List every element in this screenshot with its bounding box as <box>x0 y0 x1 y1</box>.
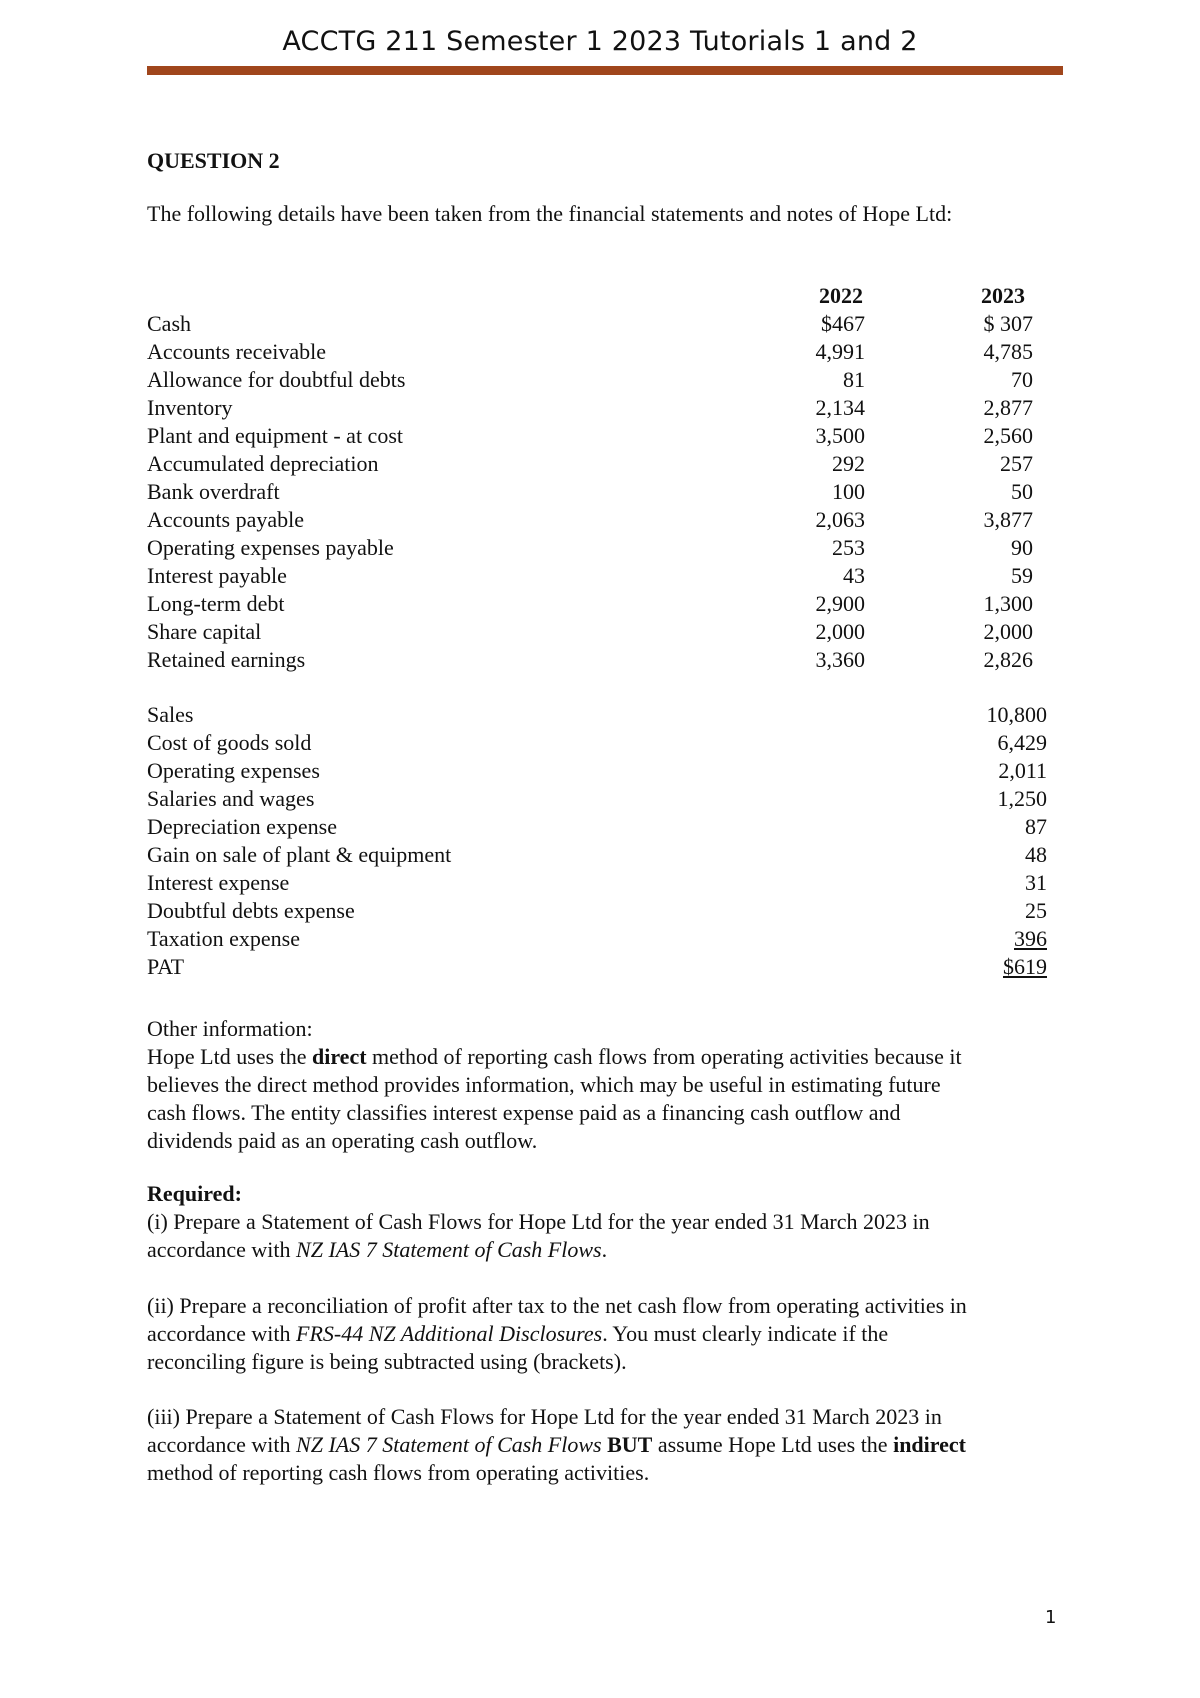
value-2022: 43 <box>843 563 865 588</box>
required-iii <box>147 1403 1067 1487</box>
question-heading: QUESTION 2 <box>147 148 280 173</box>
table-row <box>147 478 1047 506</box>
value-2023: 257 <box>1000 451 1033 476</box>
row-label: Gain on sale of plant & equipment <box>147 842 452 867</box>
question-intro: The following details have been taken from the financial statements and notes of Hope Ltd: <box>147 201 953 226</box>
value-2023: 1,250 <box>997 786 1047 811</box>
value-2022: 2,063 <box>815 507 865 532</box>
value-2023: 25 <box>1025 898 1047 923</box>
table-row <box>147 813 1047 841</box>
row-label: Long-term debt <box>147 591 285 616</box>
value-2022: $467 <box>821 311 865 336</box>
table-row <box>147 310 1047 338</box>
row-label: Depreciation expense <box>147 814 337 839</box>
value-2023: 2,011 <box>998 758 1047 783</box>
table-row <box>147 534 1047 562</box>
value-2023: 59 <box>1011 563 1033 588</box>
balance-rows <box>147 310 1047 674</box>
header-rule <box>147 66 1063 75</box>
row-label: Allowance for doubtful debts <box>147 367 406 392</box>
row-label: Interest payable <box>147 563 287 588</box>
other-info-line-1: Hope Ltd uses the direct method of reporting cash flows from operating activities because it <box>147 1044 962 1069</box>
value-2022: 100 <box>832 479 865 504</box>
table-row <box>147 785 1047 813</box>
value-2022: 2,134 <box>815 395 865 420</box>
table-row <box>147 394 1047 422</box>
table-row <box>147 701 1047 729</box>
required-i-line-1: (i) Prepare a Statement of Cash Flows for Hope Ltd for the year ended 31 March 2023 in <box>147 1209 930 1234</box>
table-row <box>147 953 1047 981</box>
table-row <box>147 841 1047 869</box>
value-2022: 292 <box>832 451 865 476</box>
required-iii-line-2: accordance with NZ IAS 7 Statement of Cash Flows BUT assume Hope Ltd uses the indirect <box>147 1432 966 1457</box>
value-2023: 2,826 <box>983 647 1033 672</box>
row-label: Salaries and wages <box>147 786 315 811</box>
row-label: Accounts payable <box>147 507 304 532</box>
row-label: Plant and equipment - at cost <box>147 423 403 448</box>
row-label: Operating expenses <box>147 758 320 783</box>
required-ii-line-1: (ii) Prepare a reconciliation of profit after tax to the net cash flow from operating activities in <box>147 1293 967 1318</box>
row-label: Taxation expense <box>147 926 301 951</box>
value-2023: 10,800 <box>986 702 1047 727</box>
row-label: Cost of goods sold <box>147 730 312 755</box>
value-2023: 31 <box>1025 870 1047 895</box>
page-header-title: ACCTG 211 Semester 1 2023 Tutorials 1 and 2 <box>282 26 918 57</box>
table-row <box>147 450 1047 478</box>
table-row <box>147 897 1047 925</box>
row-label: Accumulated depreciation <box>147 451 379 476</box>
row-label: Doubtful debts expense <box>147 898 355 923</box>
required-ii-line-3: reconciling figure is being subtracted using (brackets). <box>147 1349 627 1374</box>
other-information <box>147 1015 1067 1155</box>
table-row <box>147 618 1047 646</box>
value-2022: 2,000 <box>815 619 865 644</box>
required-heading: Required: <box>147 1181 242 1206</box>
value-2023: 396 <box>1014 926 1047 951</box>
value-2023: 6,429 <box>997 730 1047 755</box>
value-2022: 253 <box>832 535 865 560</box>
table-row <box>147 562 1047 590</box>
value-2022: 4,991 <box>815 339 865 364</box>
row-label: Sales <box>147 702 194 727</box>
value-2022: 3,360 <box>815 647 865 672</box>
value-2023: 87 <box>1025 814 1047 839</box>
row-label: Operating expenses payable <box>147 535 394 560</box>
row-label: Cash <box>147 311 191 336</box>
table-header-row <box>147 282 1047 310</box>
table-row <box>147 338 1047 366</box>
row-label: Accounts receivable <box>147 339 326 364</box>
row-label: Bank overdraft <box>147 479 280 504</box>
other-info-line-4: dividends paid as an operating cash outflow. <box>147 1128 538 1153</box>
table-row <box>147 506 1047 534</box>
required-iii-line-1: (iii) Prepare a Statement of Cash Flows for Hope Ltd for the year ended 31 March 2023 in <box>147 1404 942 1429</box>
page-number: 1 <box>1045 1607 1057 1628</box>
table-row <box>147 646 1047 674</box>
other-info-heading: Other information: <box>147 1016 313 1041</box>
table-row <box>147 590 1047 618</box>
table-row <box>147 729 1047 757</box>
value-2023: 2,000 <box>983 619 1033 644</box>
other-info-line-3: cash flows. The entity classifies interest expense paid as a financing cash outflow and <box>147 1100 901 1125</box>
column-header-2022: 2022 <box>819 283 863 308</box>
required-iii-line-3: method of reporting cash flows from operating activities. <box>147 1460 650 1485</box>
value-2023: 4,785 <box>983 339 1033 364</box>
column-header-2023: 2023 <box>981 283 1025 308</box>
value-2023: 1,300 <box>983 591 1033 616</box>
value-2022: 2,900 <box>815 591 865 616</box>
value-2023: 2,877 <box>983 395 1033 420</box>
value-2023: 90 <box>1011 535 1033 560</box>
table-row <box>147 422 1047 450</box>
required-section <box>147 1180 1067 1264</box>
row-label: Retained earnings <box>147 647 306 672</box>
row-label: Interest expense <box>147 870 290 895</box>
value-2023: 48 <box>1025 842 1047 867</box>
other-info-line-2: believes the direct method provides information, which may be useful in estimating future <box>147 1072 941 1097</box>
value-2023: 3,877 <box>983 507 1033 532</box>
row-label: Inventory <box>147 395 233 420</box>
required-ii <box>147 1292 1067 1376</box>
required-i-line-2: accordance with NZ IAS 7 Statement of Cash Flows. <box>147 1237 608 1262</box>
table-row <box>147 366 1047 394</box>
financial-table <box>147 282 1047 981</box>
table-row <box>147 869 1047 897</box>
value-2022: 3,500 <box>815 423 865 448</box>
value-2023: 70 <box>1011 367 1033 392</box>
table-row <box>147 925 1047 953</box>
value-2023: $619 <box>1003 954 1047 979</box>
row-label: PAT <box>147 954 185 979</box>
row-label: Share capital <box>147 619 262 644</box>
value-2023: $ 307 <box>983 311 1033 336</box>
table-row <box>147 757 1047 785</box>
value-2022: 81 <box>843 367 865 392</box>
required-ii-line-2: accordance with FRS-44 NZ Additional Disclosures. You must clearly indicate if the <box>147 1321 889 1346</box>
value-2023: 50 <box>1011 479 1033 504</box>
value-2023: 2,560 <box>983 423 1033 448</box>
income-rows <box>147 701 1047 981</box>
